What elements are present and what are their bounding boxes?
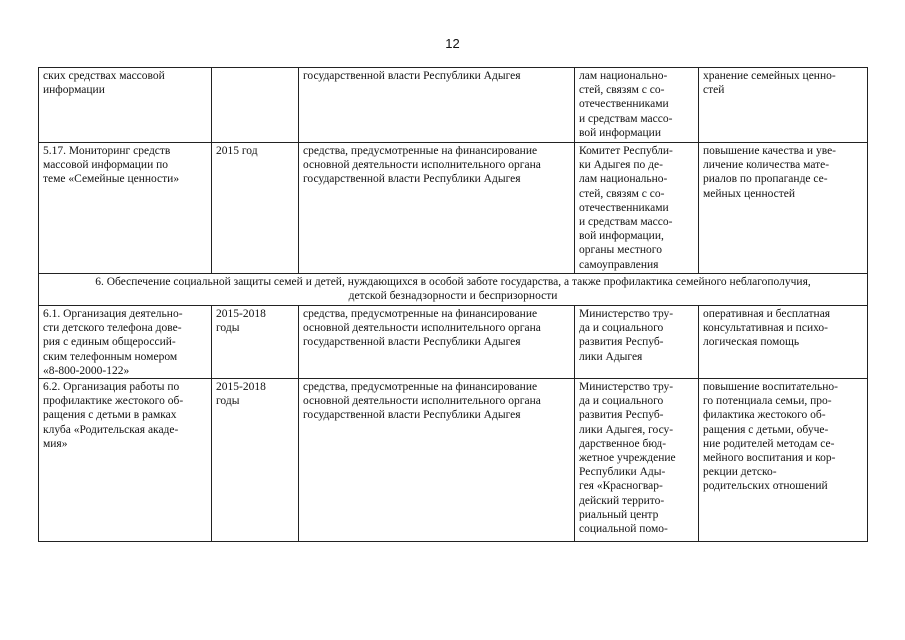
table-row (39, 143, 868, 274)
term-text: 2015 год (216, 145, 258, 157)
funding-text: средства, предусмотренные на финансирование основной деятельности исполнительного органа государственной власти Республики Адыгея (303, 381, 541, 422)
result-cell (699, 379, 868, 542)
event-text: 6.1. Организация деятельно- сти детского телефона дове- рия с единым общероссий- ским телефонным номером «8-800-2000-122» (43, 308, 183, 377)
section-heading-cell (39, 274, 868, 306)
table-row (39, 379, 868, 542)
term-cell (212, 306, 299, 379)
result-cell (699, 68, 868, 143)
measures-table (38, 67, 868, 542)
result-text: хранение семейных ценно- стей (703, 70, 836, 97)
event-cell (39, 68, 212, 143)
event-text: ских средствах массовой информации (43, 70, 165, 97)
event-cell (39, 306, 212, 379)
funding-cell (299, 306, 575, 379)
result-text: повышение качества и уве- личение количества мате- риалов по пропаганде се- мейных ценностей (703, 145, 837, 200)
section-row (39, 274, 868, 306)
funding-cell (299, 379, 575, 542)
executor-text: лам национально- стей, связям с со- отечественниками и средствам массо- вой информации (579, 70, 673, 139)
funding-text: средства, предусмотренные на финансирование основной деятельности исполнительного органа государственной власти Республики Адыгея (303, 308, 541, 349)
term-cell (212, 68, 299, 143)
executor-text: Министерство тру- да и социального развития Респуб- лики Адыгея (579, 308, 674, 363)
event-text: 6.2. Организация работы по профилактике жестокого об- ращения с детьми в рамках клуба «Родительская акаде- мия» (43, 381, 184, 450)
page-number: 12 (445, 36, 460, 51)
result-text: оперативная и бесплатная консультативная и психо- логическая помощь (703, 308, 831, 349)
event-cell (39, 143, 212, 274)
executor-cell (575, 68, 699, 143)
term-cell (212, 379, 299, 542)
funding-text: государственной власти Республики Адыгея (303, 70, 521, 82)
funding-cell (299, 143, 575, 274)
event-text: 5.17. Мониторинг средств массовой информации по теме «Семейные ценности» (43, 145, 180, 186)
executor-text: Комитет Республи- ки Адыгея по де- лам национально- стей, связям с со- отечественниками и средствам массо- вой информации, органы местного самоуправления (579, 145, 673, 271)
result-cell (699, 143, 868, 274)
section-heading: 6. Обеспечение социальной защиты семей и детей, нуждающихся в особой заботе государства, а также профилактика семейного неблагополучия, детской безнадзорности и беспризорности (95, 276, 811, 303)
result-text: повышение воспитательно- го потенциала семьи, про- филактика жестокого об- ращения с детьми, обуче- ние родителей методам се- мейного воспитания и кор- рекции детско- родительских отношений (703, 381, 838, 493)
result-cell (699, 306, 868, 379)
term-text: 2015-2018 годы (216, 308, 266, 335)
executor-text: Министерство тру- да и социального развития Респуб- лики Адыгея, госу- дарственное бюд- жетное учреждение Республики Ады- гея «Красногвар- дейский террито- риальный центр социальной помо- (579, 381, 676, 536)
executor-cell (575, 306, 699, 379)
executor-cell (575, 379, 699, 542)
table-row (39, 68, 868, 143)
term-cell (212, 143, 299, 274)
funding-text: средства, предусмотренные на финансирование основной деятельности исполнительного органа государственной власти Республики Адыгея (303, 145, 541, 186)
event-cell (39, 379, 212, 542)
term-text: 2015-2018 годы (216, 381, 266, 408)
executor-cell (575, 143, 699, 274)
funding-cell (299, 68, 575, 143)
table-row (39, 306, 868, 379)
